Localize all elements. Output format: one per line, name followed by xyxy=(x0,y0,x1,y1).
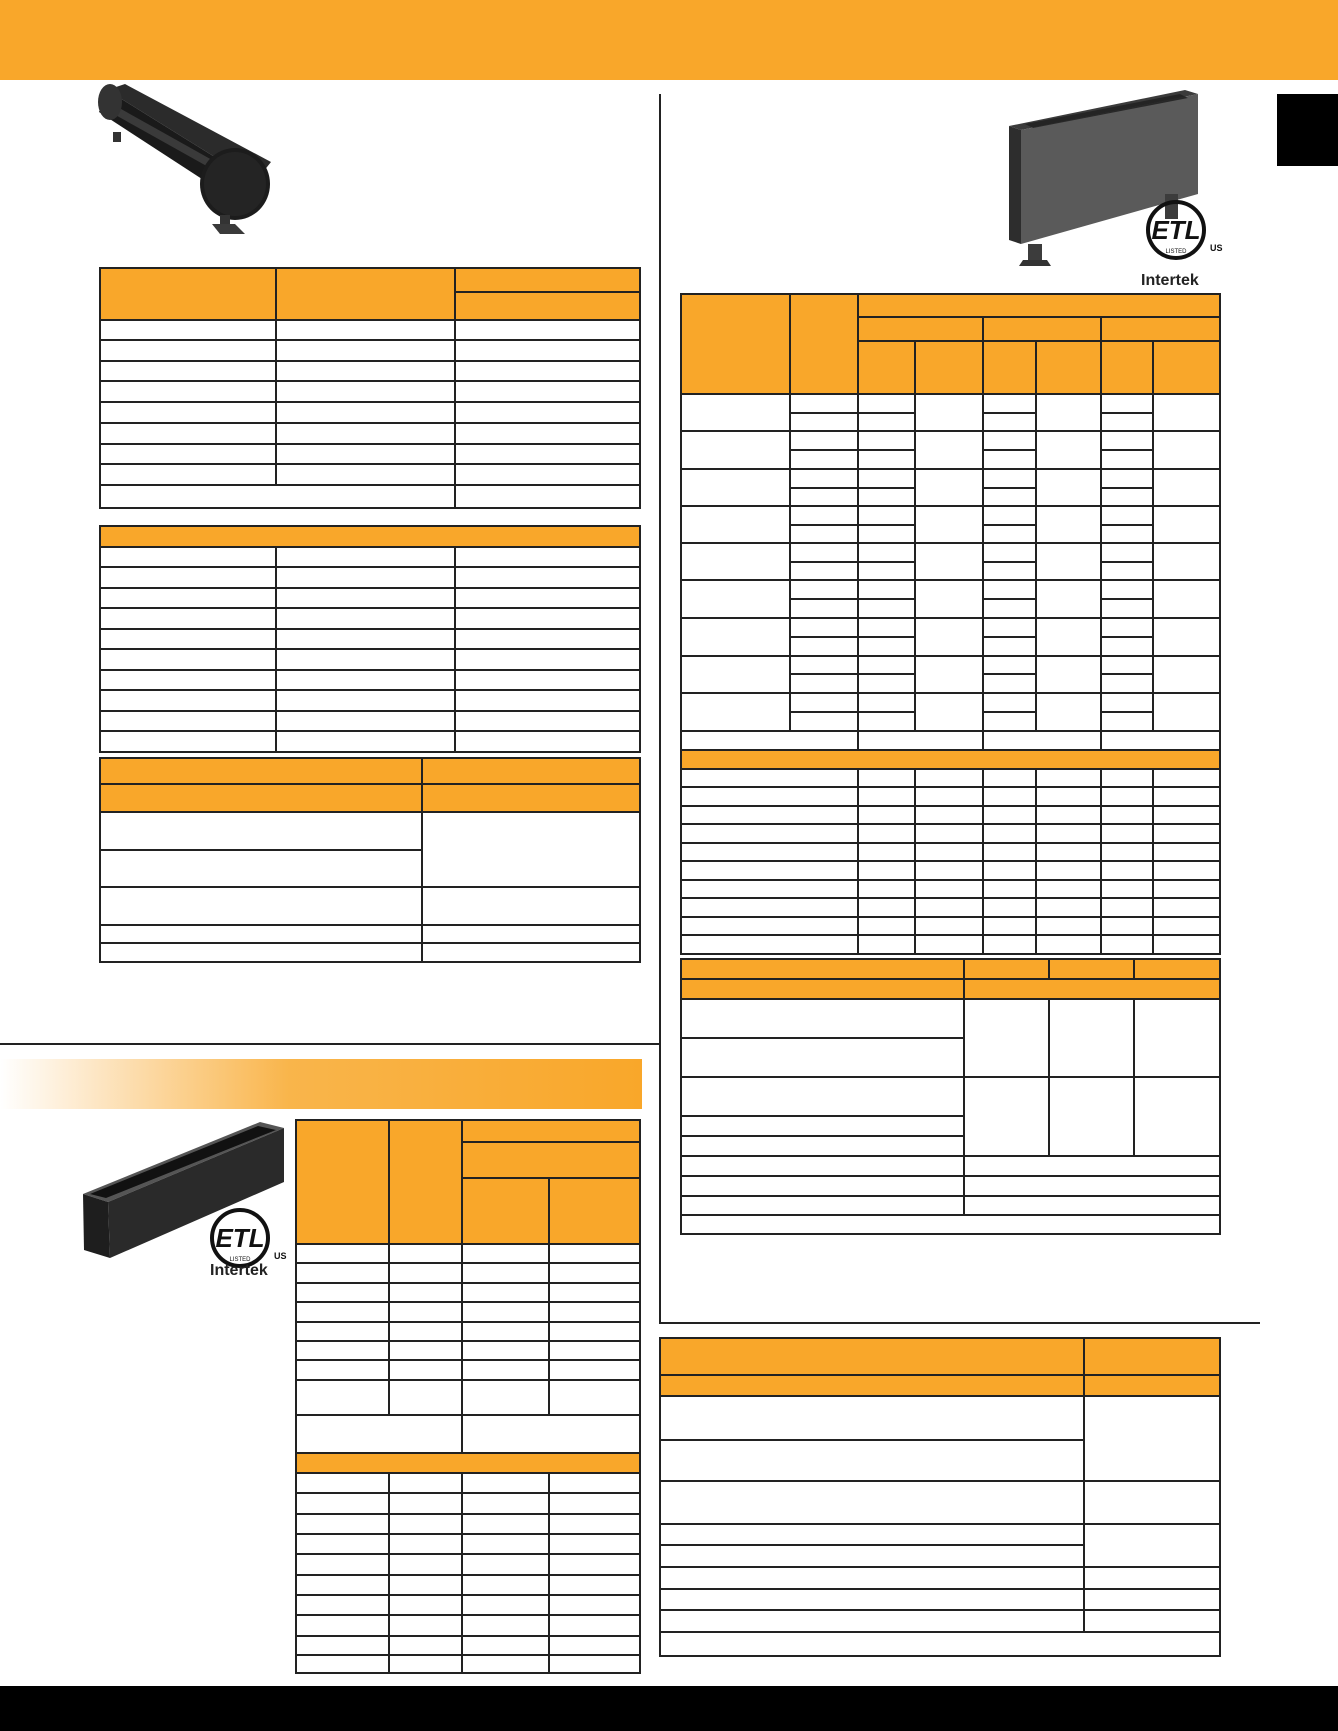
svg-text:ETL: ETL xyxy=(1151,215,1201,245)
svg-text:LISTED: LISTED xyxy=(1165,249,1187,255)
svg-text:US: US xyxy=(274,1251,287,1261)
intertek-label: Intertek xyxy=(1141,272,1199,289)
svg-text:US: US xyxy=(1210,243,1223,253)
svg-text:LISTED: LISTED xyxy=(229,1257,251,1263)
svg-text:ETL: ETL xyxy=(215,1223,265,1253)
intertek-label: Intertek xyxy=(210,1262,268,1279)
